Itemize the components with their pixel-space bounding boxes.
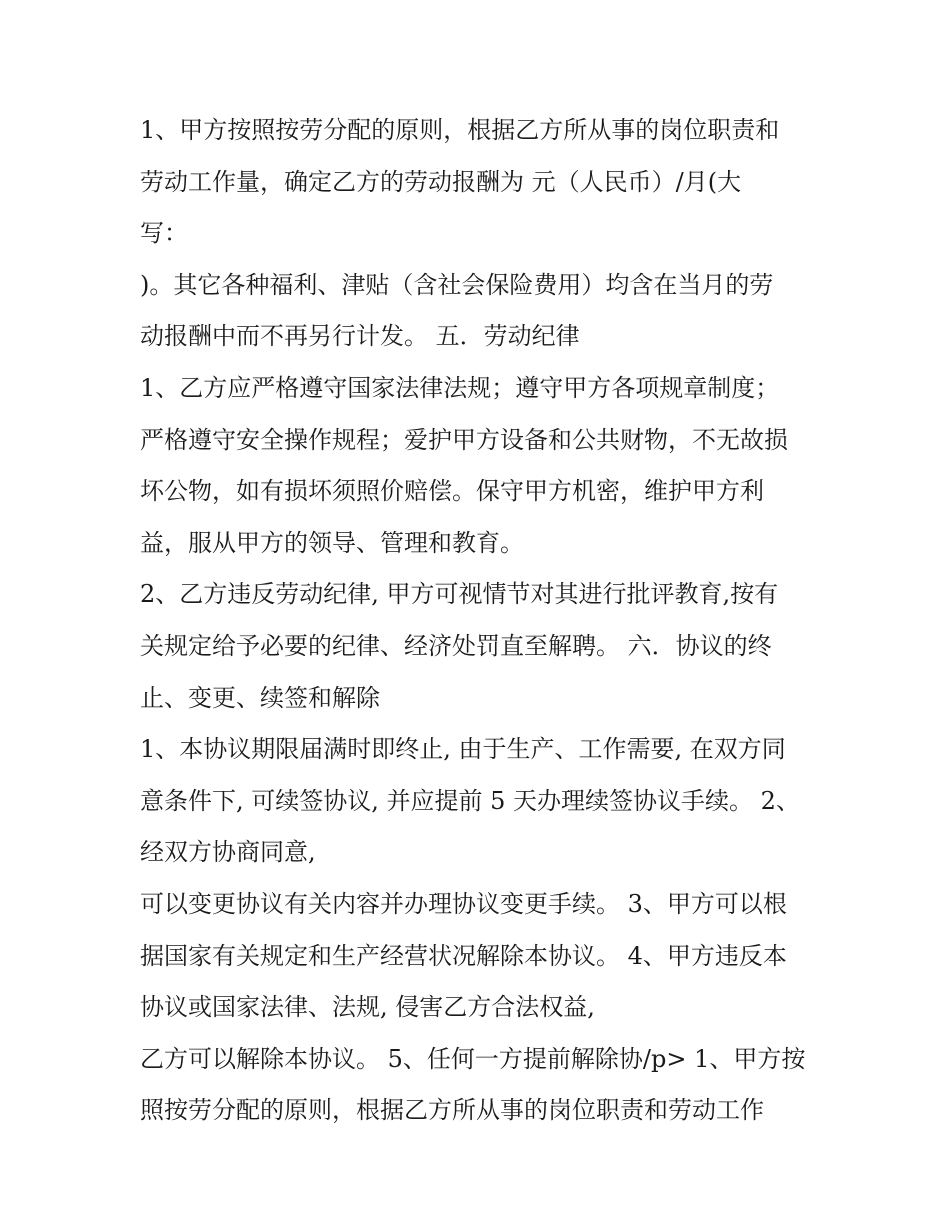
body-text	[140, 105, 820, 1137]
text-line: 坏公物，如有损坏须照价赔偿。保守甲方机密，维护甲方利	[140, 477, 764, 506]
text-line: 1、乙方应严格遵守国家法律法规；遵守甲方各项规章制度；	[140, 373, 780, 402]
text-line: 照按劳分配的原则，根据乙方所从事的岗位职责和劳动工作	[140, 1096, 764, 1125]
text-line: 严格遵守安全操作规程；爱护甲方设备和公共财物，不无故损	[140, 425, 788, 454]
text-line: 动报酬中而不再另行计发。 五．劳动纪律	[140, 322, 580, 351]
text-line: 协议或国家法律、法规, 侵害乙方合法权益,	[140, 993, 595, 1022]
text-line: 益，服从甲方的领导、管理和教育。	[140, 528, 524, 557]
text-line: 写：	[140, 219, 188, 248]
text-line: 2、乙方违反劳动纪律, 甲方可视情节对其进行批评教育,按有	[140, 580, 779, 609]
text-line: 1、本协议期限届满时即终止, 由于生产、工作需要, 在双方同	[140, 735, 786, 764]
text-line: 劳动工作量，确定乙方的劳动报酬为 元（人民币）/月(大	[140, 167, 742, 196]
text-line: 乙方可以解除本协议。 5、任何一方提前解除协/p> 1、甲方按	[140, 1044, 806, 1073]
text-line: 1、甲方按照按劳分配的原则，根据乙方所从事的岗位职责和	[140, 116, 780, 144]
text-line: 据国家有关规定和生产经营状况解除本协议。 4、甲方违反本	[140, 941, 787, 970]
text-line: 意条件下, 可续签协议, 并应提前 5 天办理续签协议手续。 2、	[140, 786, 800, 815]
text-line: 关规定给予必要的纪律、经济处罚直至解聘。 六．协议的终	[140, 631, 772, 660]
text-line: )。其它各种福利、津贴（含社会保险费用）均含在当月的劳	[140, 270, 774, 299]
text-line: 止、变更、续签和解除	[140, 683, 380, 712]
text-line: 可以变更协议有关内容并办理协议变更手续。 3、甲方可以根	[140, 889, 787, 918]
text-line: 经双方协商同意,	[140, 838, 316, 867]
